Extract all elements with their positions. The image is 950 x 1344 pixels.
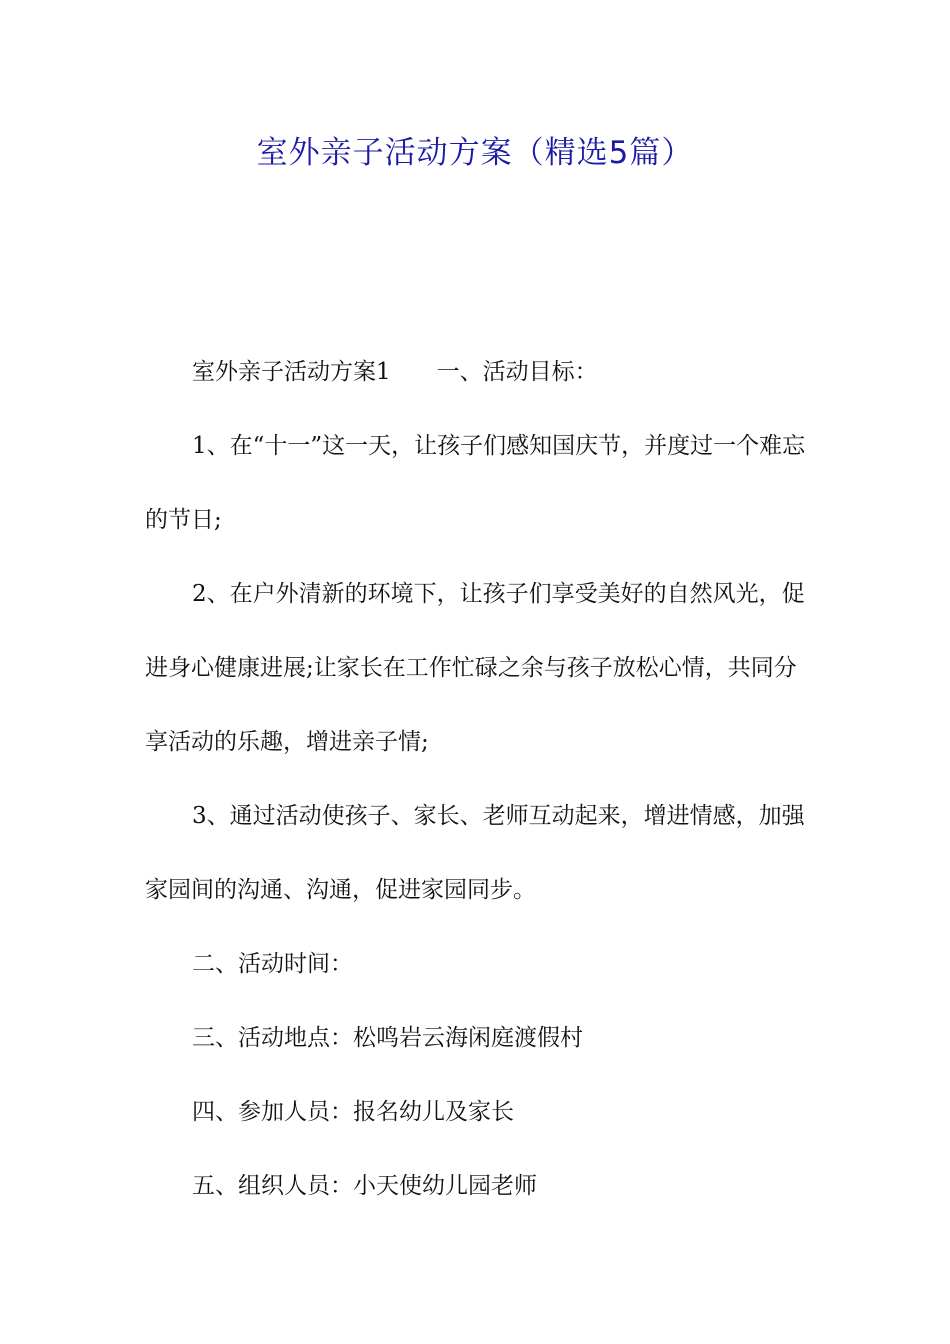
activity-location: 三、活动地点：松鸣岩云海闲庭渡假村 <box>192 1025 583 1051</box>
section-heading-line <box>145 335 810 409</box>
document-body <box>145 335 810 1223</box>
organizers: 五、组织人员：小天使幼儿园老师 <box>192 1173 537 1199</box>
participants: 四、参加人员：报名幼儿及家长 <box>192 1099 514 1125</box>
activity-time: 二、活动时间： <box>192 951 353 977</box>
paragraph-1: 1、在“十一”这一天，让孩子们感知国庆节，并度过一个难忘的节日; <box>145 433 806 533</box>
paragraph-3: 3、通过活动使孩子、家长、老师互动起来，增进情感，加强家园间的沟通、沟通，促进家园同步。 <box>145 803 805 903</box>
paragraph-2: 2、在户外清新的环境下，让孩子们享受美好的自然风光，促进身心健康进展;让家长在工作忙碌之余与孩子放松心情，共同分享活动的乐趣，增进亲子情; <box>145 581 805 755</box>
objective-heading: 一、活动目标： <box>436 359 598 385</box>
document-title: 室外亲子活动方案（精选5篇） <box>256 135 694 171</box>
section-heading: 室外亲子活动方案1 <box>192 359 391 385</box>
